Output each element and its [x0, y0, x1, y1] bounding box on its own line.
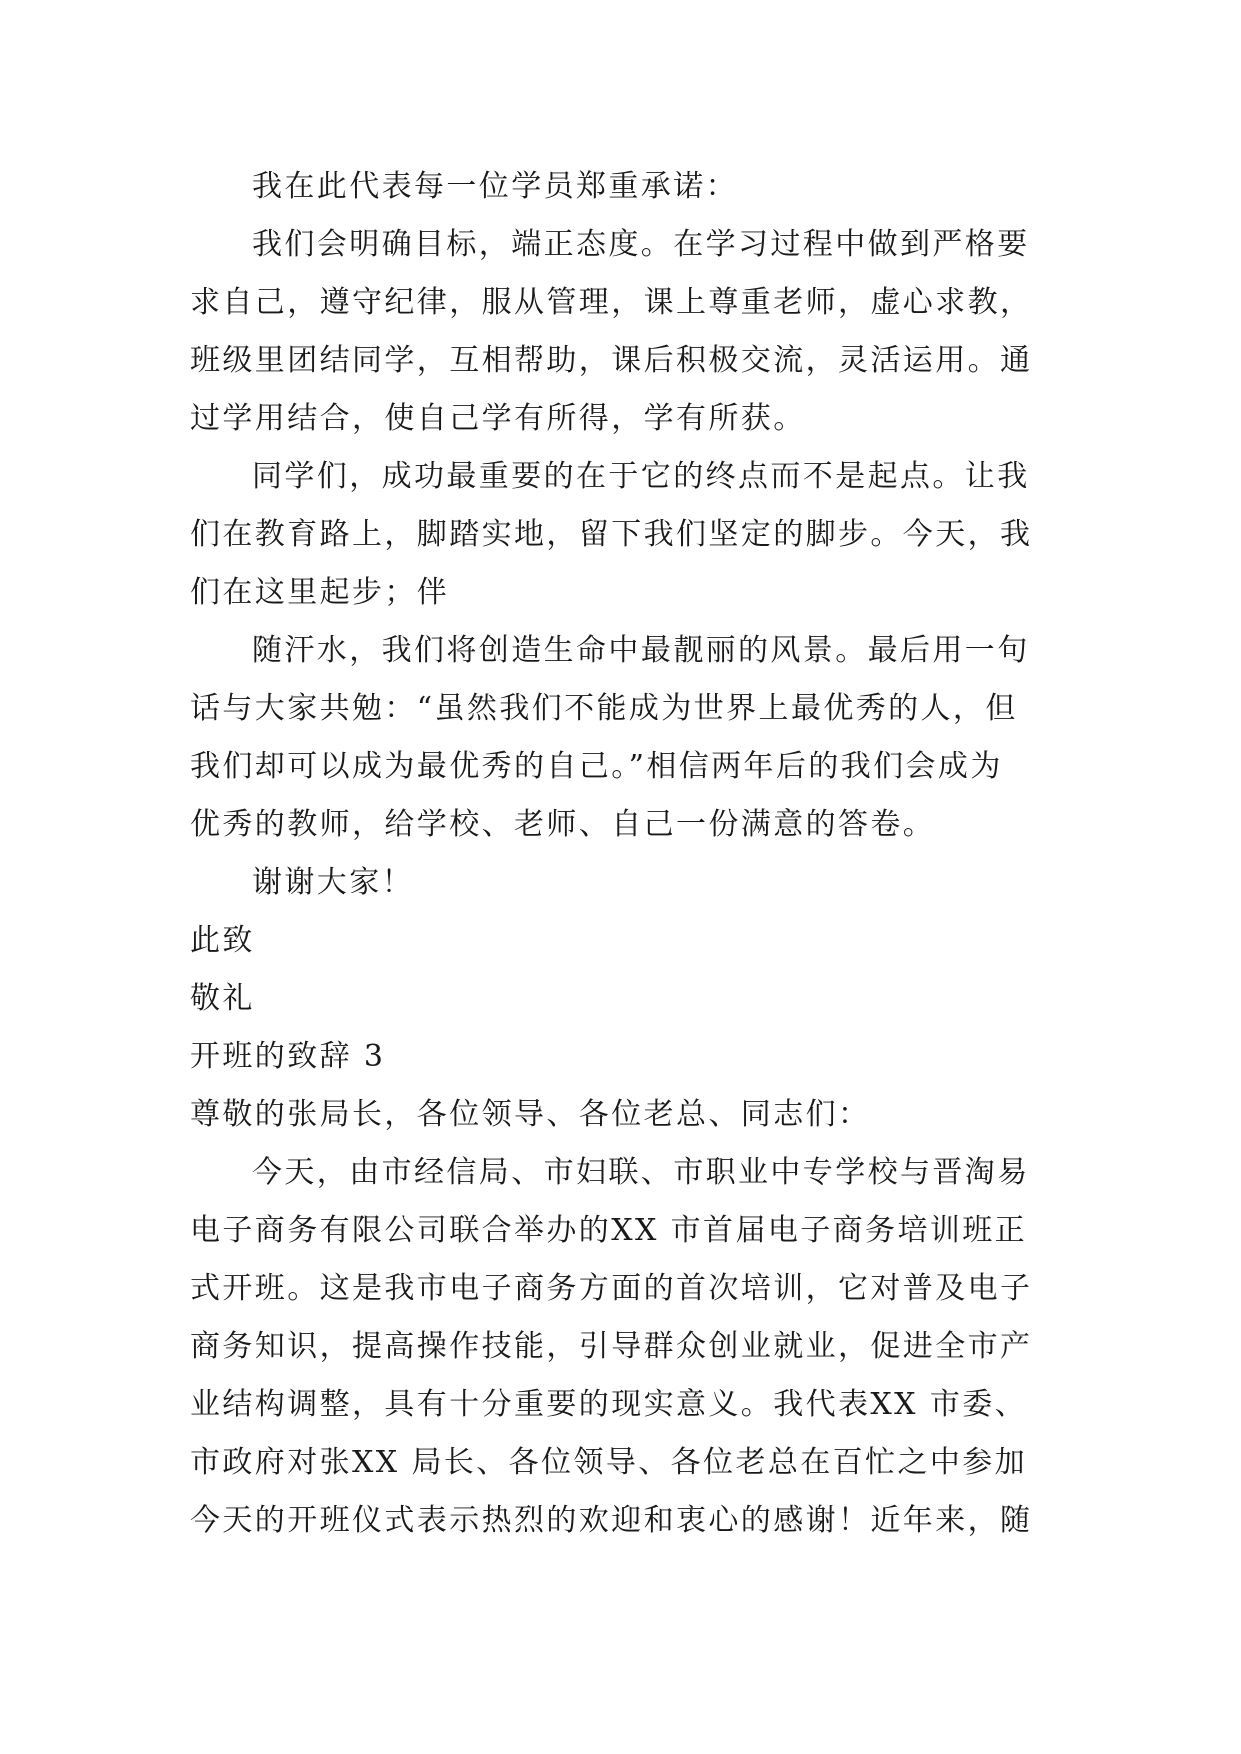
closing-line: 敬礼 — [190, 981, 255, 1016]
text-line: 求自己，遵守纪律，服从管理，课上尊重老师，虚心求教， — [190, 285, 1033, 320]
text-line: 班级里团结同学，互相帮助，课后积极交流，灵活运用。通 — [190, 343, 1033, 378]
text-line: 同学们，成功最重要的在于它的终点而不是起点。让我 — [252, 459, 1030, 494]
text-line: 优秀的教师，给学校、老师、自己一份满意的答卷。 — [190, 807, 936, 842]
text-line: 商务知识，提高操作技能，引导群众创业就业，促进全市产 — [190, 1329, 1033, 1364]
text-line: 过学用结合，使自己学有所得，学有所获。 — [190, 401, 806, 436]
text-line: 谢谢大家！ — [252, 865, 414, 900]
text-line: 我在此代表每一位学员郑重承诺： — [252, 169, 738, 204]
text-line: 今天，由市经信局、市妇联、市职业中专学校与晋淘易 — [252, 1155, 1030, 1190]
text-line: 我们会明确目标，端正态度。在学习过程中做到严格要 — [252, 227, 1030, 262]
text-line: 电子商务有限公司联合举办的XX 市首届电子商务培训班正 — [190, 1213, 1028, 1248]
text-line: 我们却可以成为最优秀的自己。”相信两年后的我们会成为 — [190, 749, 1003, 784]
text-line: 们在教育路上，脚踏实地，留下我们坚定的脚步。今天，我 — [190, 517, 1033, 552]
text-line: 随汗水，我们将创造生命中最靓丽的风景。最后用一句 — [252, 633, 1030, 668]
text-line: 业结构调整，具有十分重要的现实意义。我代表XX 市委、 — [190, 1387, 1028, 1422]
salutation: 尊敬的张局长，各位领导、各位老总、同志们： — [190, 1097, 871, 1132]
closing-line: 此致 — [190, 923, 255, 958]
document-body — [190, 158, 1070, 1550]
section-heading: 开班的致辞 3 — [190, 1039, 386, 1074]
text-line: 话与大家共勉：“虽然我们不能成为世界上最优秀的人，但 — [190, 691, 1018, 726]
text-line: 式开班。这是我市电子商务方面的首次培训，它对普及电子 — [190, 1271, 1033, 1306]
text-line: 市政府对张XX 局长、各位领导、各位老总在百忙之中参加 — [190, 1445, 1028, 1480]
text-line: 今天的开班仪式表示热烈的欢迎和衷心的感谢！近年来，随 — [190, 1503, 1033, 1538]
text-line: 们在这里起步；伴 — [190, 575, 450, 610]
